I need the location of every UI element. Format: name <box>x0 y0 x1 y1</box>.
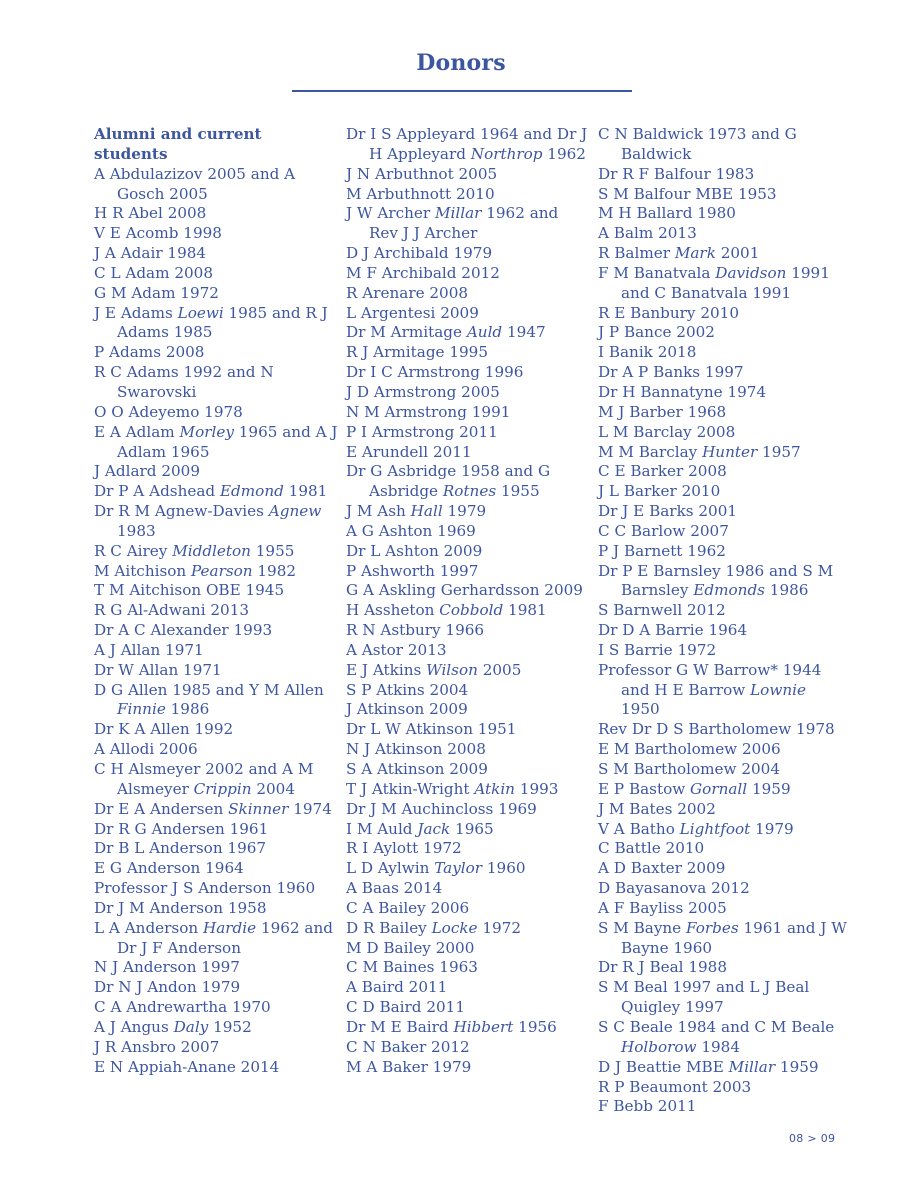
maiden-name: Edmond <box>219 482 284 501</box>
donor-entry: F M Banatvala Davidson 1991 and C Banatvala 1991 <box>598 263 830 302</box>
donor-entry: L Argentesi 2009 <box>346 303 479 322</box>
donor-entry: F Bebb 2011 <box>598 1097 697 1116</box>
donor-entry: N J Anderson 1997 <box>94 958 240 977</box>
maiden-name: Auld <box>466 323 503 342</box>
donor-entry: N M Armstrong 1991 <box>346 402 511 421</box>
donor-entry: G M Adam 1972 <box>94 283 219 302</box>
donor-entry: R G Al-Adwani 2013 <box>94 601 250 620</box>
maiden-name: Hall <box>410 502 443 521</box>
donor-entry: Dr P A Adshead Edmond 1981 <box>94 482 328 501</box>
donor-entry: S M Beal 1997 and L J Beal Quigley 1997 <box>598 978 810 1017</box>
donor-entry: M M Barclay Hunter 1957 <box>598 442 801 461</box>
donor-entry: C E Barker 2008 <box>598 462 727 481</box>
donor-entry: Dr J E Barks 2001 <box>598 502 738 521</box>
donor-entry: A Baas 2014 <box>346 879 443 898</box>
maiden-name: Gornall <box>690 779 748 798</box>
donor-entry: Dr A P Banks 1997 <box>598 363 744 382</box>
maiden-name: Millar <box>728 1057 776 1076</box>
donor-entry: C M Baines 1963 <box>346 958 478 977</box>
donor-entry: D R Bailey Locke 1972 <box>346 918 522 937</box>
page-number: 08 > 09 <box>789 1132 836 1145</box>
donor-entry: I M Auld Jack 1965 <box>346 819 494 838</box>
donor-entry: M A Baker 1979 <box>346 1057 472 1076</box>
donor-entry: A Balm 2013 <box>598 224 697 243</box>
maiden-name: Mark <box>674 244 716 263</box>
maiden-name: Rotnes <box>442 482 497 501</box>
donor-entry: Dr R G Andersen 1961 <box>94 819 269 838</box>
donor-entry: Dr K A Allen 1992 <box>94 720 234 739</box>
donor-entry: Dr R J Beal 1988 <box>598 958 727 977</box>
donor-entry: R Arenare 2008 <box>346 283 469 302</box>
maiden-name: Daly <box>173 1017 209 1036</box>
donor-entry: C L Adam 2008 <box>94 263 213 282</box>
donor-entry: S M Bartholomew 2004 <box>598 760 780 778</box>
maiden-name: Morley <box>179 422 234 441</box>
donor-entry: C C Barlow 2007 <box>598 521 729 540</box>
maiden-name: Agnew <box>268 502 322 521</box>
donor-entry: E A Adlam Morley 1965 and A J Adlam 1965 <box>94 422 338 461</box>
maiden-name: Crippin <box>193 779 252 798</box>
donor-entry: C A Andrewartha 1970 <box>94 998 271 1017</box>
donor-entry: J Adlard 2009 <box>94 462 200 481</box>
donor-entry: A Allodi 2006 <box>94 740 198 759</box>
donor-entry: Dr P E Barnsley 1986 and S M Barnsley Edmonds 1986 <box>598 561 834 600</box>
donor-entry: P I Armstrong 2011 <box>346 422 498 441</box>
donor-entry: D J Beattie MBE Millar 1959 <box>598 1057 819 1076</box>
donor-entry: R Balmer Mark 2001 <box>598 244 760 263</box>
donor-entry: Dr W Allan 1971 <box>94 660 222 679</box>
donor-entry: J Atkinson 2009 <box>346 700 468 719</box>
donor-entry: Professor G W Barrow* 1944 and H E Barrow Lownie 1950 <box>598 660 822 719</box>
donor-entry: E P Bastow Gornall 1959 <box>598 779 791 798</box>
donor-entry: Dr E A Andersen Skinner 1974 <box>94 799 332 818</box>
donor-entry: J L Barker 2010 <box>598 482 721 501</box>
maiden-name: Jack <box>417 819 451 838</box>
maiden-name: Northrop <box>470 144 543 163</box>
donor-entry: M J Barber 1968 <box>598 402 727 421</box>
donor-entry: S C Beale 1984 and C M Beale Holborow 1984 <box>598 1017 835 1056</box>
donor-entry: Dr G Asbridge 1958 and G Asbridge Rotnes 1955 <box>346 462 551 501</box>
donor-entry: S Barnwell 2012 <box>598 601 726 620</box>
donor-entry: M D Bailey 2000 <box>346 938 475 957</box>
maiden-name: Wilson <box>426 660 478 679</box>
maiden-name: Edmonds <box>693 581 765 600</box>
donor-entry: H Assheton Cobbold 1981 <box>346 601 547 620</box>
donor-entry: T J Atkin-Wright Atkin 1993 <box>346 779 559 798</box>
donor-entry: A D Baxter 2009 <box>598 859 726 878</box>
donor-entry: O O Adeyemo 1978 <box>94 402 243 421</box>
maiden-name: Hunter <box>702 442 758 461</box>
donor-entry: J A Adair 1984 <box>94 244 207 263</box>
donor-entry: R N Astbury 1966 <box>346 621 485 640</box>
donor-entry: Dr R F Balfour 1983 <box>598 164 755 183</box>
donor-entry: G A Askling Gerhardsson 2009 <box>346 581 583 600</box>
title-rule <box>292 90 632 92</box>
donor-entry: Dr M Armitage Auld 1947 <box>346 323 546 342</box>
maiden-name: Davidson <box>715 263 787 282</box>
donor-entry: R J Armitage 1995 <box>346 343 489 362</box>
donor-entry: L D Aylwin Taylor 1960 <box>346 859 526 878</box>
donor-entry: M F Archibald 2012 <box>346 263 500 282</box>
maiden-name: Holborow <box>621 1037 697 1056</box>
donor-entry: H R Abel 2008 <box>94 204 207 223</box>
donor-entry: Dr L W Atkinson 1951 <box>346 720 517 739</box>
donor-entry: M H Ballard 1980 <box>598 204 736 223</box>
donor-entry: J N Arbuthnot 2005 <box>346 164 498 183</box>
donor-entry: Dr D A Barrie 1964 <box>598 621 748 640</box>
donor-entry: C N Baldwick 1973 and G Baldwick <box>598 125 797 163</box>
donor-entry: N J Atkinson 2008 <box>346 740 486 759</box>
donor-entry: R C Adams 1992 and N Swarovski <box>94 363 274 401</box>
donor-entry: J D Armstrong 2005 <box>346 382 500 401</box>
maiden-name: Millar <box>434 204 482 223</box>
donor-entry: Dr A C Alexander 1993 <box>94 621 273 640</box>
maiden-name: Middleton <box>172 541 251 560</box>
donor-entry: V A Batho Lightfoot 1979 <box>598 819 794 838</box>
donor-entry: Rev Dr D S Bartholomew 1978 <box>598 720 835 739</box>
section-heading: Alumni and current students <box>94 125 262 163</box>
maiden-name: Finnie <box>117 700 166 719</box>
donor-entry: L A Anderson Hardie 1962 and Dr J F Anderson <box>94 918 333 957</box>
donor-entry: J E Adams Loewi 1985 and R J Adams 1985 <box>94 303 328 342</box>
donor-entry: Dr H Bannatyne 1974 <box>598 382 767 401</box>
donor-entry: R E Banbury 2010 <box>598 303 739 322</box>
maiden-name: Hardie <box>202 918 257 937</box>
donor-entry: E Arundell 2011 <box>346 442 472 461</box>
donor-entry: A Baird 2011 <box>346 978 448 997</box>
donor-entry: S P Atkins 2004 <box>346 680 469 699</box>
donor-entry: I Banik 2018 <box>598 343 697 362</box>
donor-entry: T M Aitchison OBE 1945 <box>94 581 285 600</box>
donor-entry: J R Ansbro 2007 <box>94 1037 220 1056</box>
donor-entry: S A Atkinson 2009 <box>346 760 488 778</box>
donor-entry: C D Baird 2011 <box>346 998 465 1017</box>
maiden-name: Skinner <box>228 799 289 818</box>
donor-entry: Dr I S Appleyard 1964 and Dr J H Appleyard Northrop 1962 <box>346 125 588 163</box>
donor-entry: I S Barrie 1972 <box>598 640 717 659</box>
donor-entry: Dr M E Baird Hibbert 1956 <box>346 1017 557 1036</box>
donor-entry: S M Balfour MBE 1953 <box>598 184 777 203</box>
donor-entry: J P Bance 2002 <box>598 323 715 342</box>
donor-entry: R C Airey Middleton 1955 <box>94 541 295 560</box>
donor-entry: C Battle 2010 <box>598 839 705 858</box>
donor-entry: Dr N J Andon 1979 <box>94 978 241 997</box>
donor-entry: Dr J M Auchincloss 1969 <box>346 799 537 818</box>
donor-entry: S M Bayne Forbes 1961 and J W Bayne 1960 <box>598 918 847 957</box>
donor-entry: J W Archer Millar 1962 and Rev J J Archer <box>346 204 559 243</box>
donor-entry: A F Bayliss 2005 <box>598 898 727 917</box>
donor-entry: V E Acomb 1998 <box>94 224 222 243</box>
donor-entry: A G Ashton 1969 <box>346 521 476 540</box>
donor-entry: Dr L Ashton 2009 <box>346 541 483 560</box>
donor-entry: Dr I C Armstrong 1996 <box>346 363 524 382</box>
donor-entry: P J Barnett 1962 <box>598 541 726 560</box>
page-title: Donors <box>416 50 506 76</box>
maiden-name: Forbes <box>686 918 739 937</box>
donor-entry: A Abdulazizov 2005 and A Gosch 2005 <box>94 164 296 203</box>
maiden-name: Loewi <box>177 303 224 322</box>
donor-entry: M Arbuthnott 2010 <box>346 184 495 203</box>
maiden-name: Cobbold <box>439 601 504 620</box>
donor-entry: Dr B L Anderson 1967 <box>94 839 267 858</box>
donor-entry: D Bayasanova 2012 <box>598 879 750 898</box>
maiden-name: Locke <box>431 918 478 937</box>
maiden-name: Taylor <box>434 859 483 878</box>
donor-entry: C A Bailey 2006 <box>346 898 470 917</box>
donor-entry: L M Barclay 2008 <box>598 422 736 441</box>
maiden-name: Pearson <box>191 561 253 580</box>
donor-entry: R P Beaumont 2003 <box>598 1077 752 1096</box>
donor-entry: J M Ash Hall 1979 <box>346 502 487 521</box>
maiden-name: Lightfoot <box>679 819 751 838</box>
donor-entry: E M Bartholomew 2006 <box>598 740 781 759</box>
maiden-name: Hibbert <box>453 1017 514 1036</box>
donor-entry: J M Bates 2002 <box>598 799 716 818</box>
donor-entry: Dr R M Agnew-Davies Agnew 1983 <box>94 502 322 540</box>
donor-entry: E J Atkins Wilson 2005 <box>346 660 522 679</box>
maiden-name: Atkin <box>474 779 515 798</box>
donor-entry: R I Aylott 1972 <box>346 839 462 858</box>
donor-entry: C N Baker 2012 <box>346 1037 470 1056</box>
donor-column-2 <box>346 125 591 1078</box>
donor-entry: D J Archibald 1979 <box>346 244 493 263</box>
donor-entry: A J Allan 1971 <box>94 640 204 659</box>
donor-entry: M Aitchison Pearson 1982 <box>94 561 297 580</box>
donor-entry: P Adams 2008 <box>94 343 205 362</box>
donor-entry: A Astor 2013 <box>346 640 447 659</box>
donor-column-1 <box>94 125 339 1078</box>
donor-entry: E G Anderson 1964 <box>94 859 244 878</box>
maiden-name: Lownie <box>750 680 806 699</box>
donor-entry: E N Appiah-Anane 2014 <box>94 1057 280 1076</box>
donor-column-3 <box>598 125 848 1117</box>
donor-entry: A J Angus Daly 1952 <box>94 1017 252 1036</box>
donor-entry: P Ashworth 1997 <box>346 561 479 580</box>
donor-entry: Professor J S Anderson 1960 <box>94 879 316 898</box>
donor-entry: C H Alsmeyer 2002 and A M Alsmeyer Crippin 2004 <box>94 760 314 798</box>
donor-entry: D G Allen 1985 and Y M Allen Finnie 1986 <box>94 680 324 719</box>
donor-entry: Dr J M Anderson 1958 <box>94 898 267 917</box>
